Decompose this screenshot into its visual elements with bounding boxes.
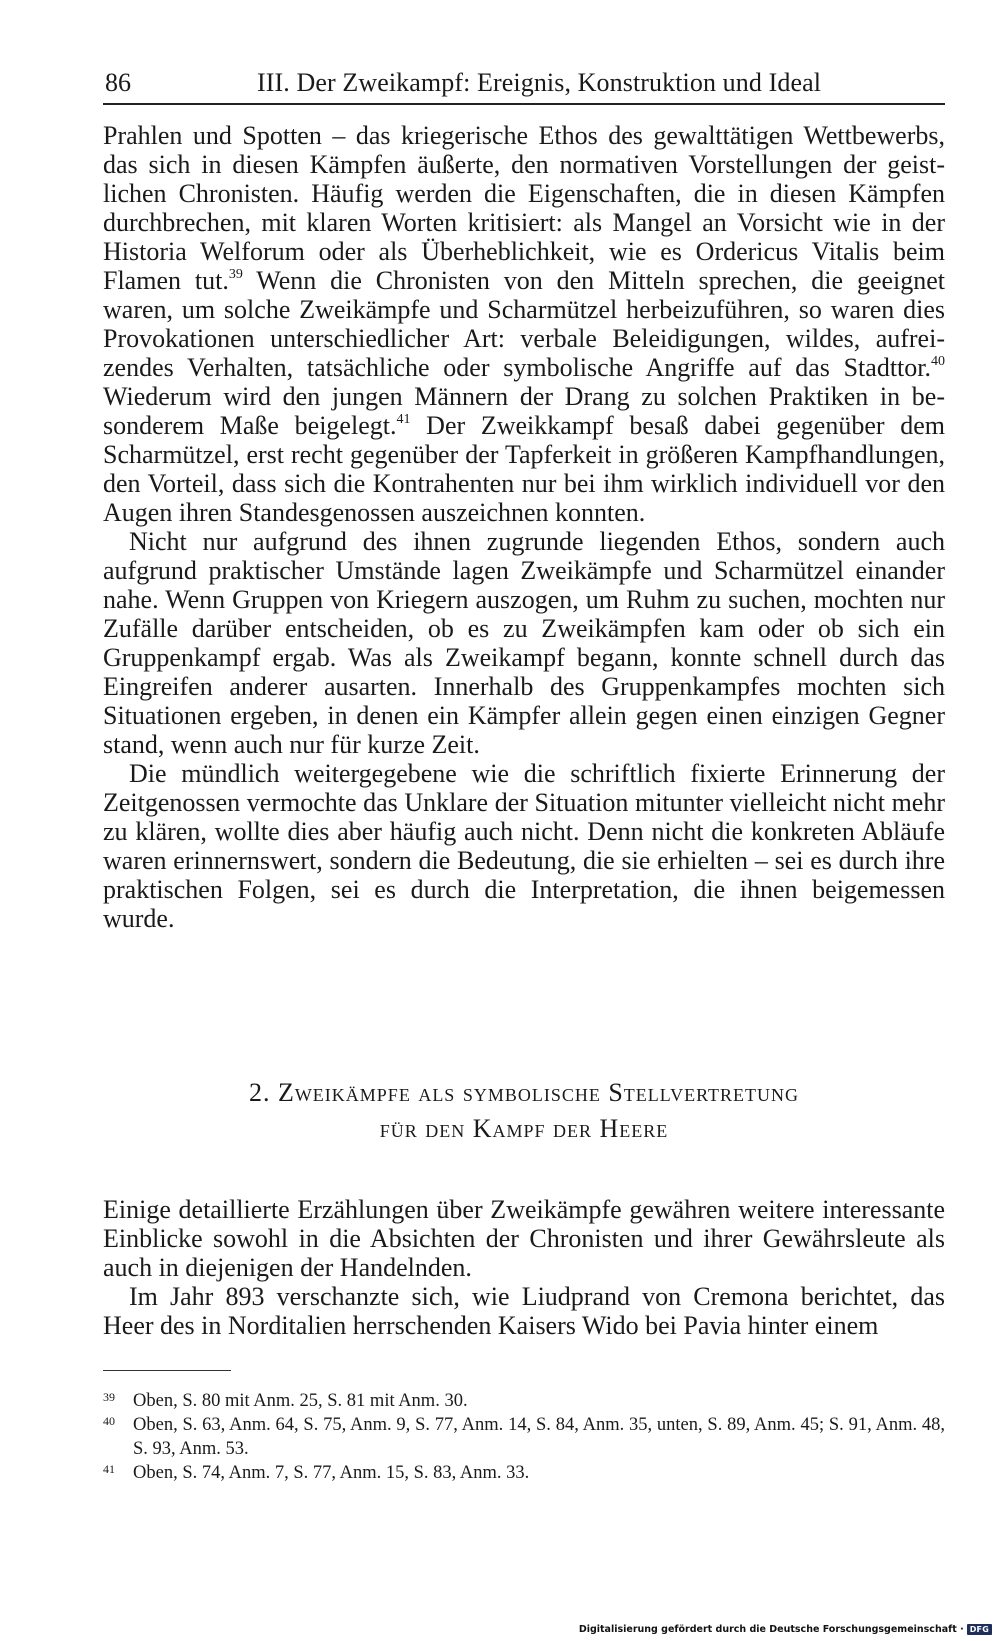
text-run: Prahlen und Spotten – das kriegerische Ethos des gewalttätigen Wettbewerbs, das sich in diesen Kämpfen äußerte, den normativen Vorstellungen der geistlichen Chronisten. Häufig werden die Eigenschaften, die in diesen Kämpfen durchbrechen, mit klaren Worten kritisiert: als Mangel an Vorsicht wie in der Historia Welforum oder als Überheblichkeit, wie es Ordericus Vitalis beim Flamen tut. (103, 121, 945, 295)
paragraph: Im Jahr 893 verschanzte sich, wie Liudprand von Cremona berichtet, das Heer des in Norditalien herrschenden Kaisers Wido bei Pavia hinter einem (103, 1282, 945, 1340)
footnote-number: 40 (103, 1414, 115, 1428)
footnote (103, 1461, 945, 1485)
dfg-logo-icon: DFG (967, 1624, 992, 1635)
page-number: 86 (105, 68, 131, 97)
footnotes (103, 1389, 945, 1485)
page-header (103, 58, 945, 105)
footnote-marker: 41 (396, 412, 411, 427)
paragraph: Die mündlich weitergegebene wie die schriftlich fixierte Erinnerung der Zeitgenossen vermochte das Unklare der Situation mitunter vielleicht nicht mehr zu klären, wollte dies aber häufig auch nicht. Denn nicht die konkreten Abläufe waren erinnernswert, sondern die Bedeutung, die sie erhielten – sei es durch ihre praktischen Folgen, sei es durch die Interpretation, die ihnen beigemessen wurde. (103, 759, 945, 933)
paragraph: Einige detaillierte Erzählungen über Zweikämpfe gewähren weitere interessante Einblicke sowohl in die Absichten der Chronisten und ihrer Gewährsleute als auch in diejenigen der Handelnden. (103, 1195, 945, 1282)
footnote-number: 39 (103, 1390, 115, 1404)
text-run: Der Zweikkampf besaß dabei gegenüber dem Scharmützel, erst recht gegenüber der Tapferkeit in größeren Kampfhandlungen, den Vorteil, dass sich die Kontrahenten nur bei ihm wirklich individuell vor den Augen ihren Standesgenossen auszeichnen konnten. (103, 411, 945, 527)
footnote-text: Oben, S. 63, Anm. 64, S. 75, Anm. 9, S. 77, Anm. 14, S. 84, Anm. 35, unten, S. 89, Anm. 45; S. 91, Anm. 48, S. 93, Anm. 53. (133, 1415, 945, 1459)
footnote-divider (103, 1370, 231, 1371)
text-run: Wiederum wird den jungen Männern der Drang zu solchen Praktiken in besonderem Maße beigelegt. (103, 382, 945, 440)
main-text (103, 121, 945, 933)
digitization-footer (579, 1624, 992, 1635)
footnote-marker: 39 (228, 267, 243, 282)
text-run: Wenn die Chronisten von den Mitteln sprechen, die geeignet waren, um solche Zweikämpfe und Scharmützel herbeizuführen, so waren dies Provokationen unterschiedlicher Art: verbale Beleidigungen, wildes, aufreizendes Verhalten, tatsächliche oder symbolische Angriffe auf das Stadttor. (103, 266, 946, 382)
footnote-number: 41 (103, 1462, 115, 1476)
footnote-marker: 40 (931, 354, 945, 369)
section-text (103, 1195, 945, 1340)
section-heading-line: für den Kampf der Heere (379, 1114, 669, 1143)
section-heading-line: 2. Zweikämpfe als symbolische Stellvertretung (248, 1078, 800, 1107)
section-heading (103, 1075, 945, 1147)
footnote (103, 1413, 945, 1461)
paragraph: Nicht nur aufgrund des ihnen zugrunde liegenden Ethos, sondern auch aufgrund praktischer Umstände lagen Zweikämpfe und Scharmützel einander nahe. Wenn Gruppen von Kriegern auszogen, um Ruhm zu suchen, mochten nur Zufälle darüber entscheiden, ob es zu Zweikämpfen kam oder ob sich ein Gruppenkampf ergab. Was als Zweikampf begann, konnte schnell durch das Eingreifen anderer ausarten. Innerhalb des Gruppenkampfes mochten sich Situationen ergeben, in denen ein Kämpfer allein gegen einen einzigen Gegner stand, wenn auch nur für kurze Zeit. (103, 527, 945, 759)
paragraph (103, 121, 945, 527)
digitization-note-text: Digitalisierung gefördert durch die Deutsche Forschungsgemeinschaft · (578, 1624, 964, 1635)
running-title: III. Der Zweikampf: Ereignis, Konstruktion und Ideal (257, 68, 822, 97)
footnote-text: Oben, S. 80 mit Anm. 25, S. 81 mit Anm. 30. (133, 1391, 468, 1411)
footnote-text: Oben, S. 74, Anm. 7, S. 77, Anm. 15, S. 83, Anm. 33. (133, 1463, 530, 1483)
footnote (103, 1389, 945, 1413)
